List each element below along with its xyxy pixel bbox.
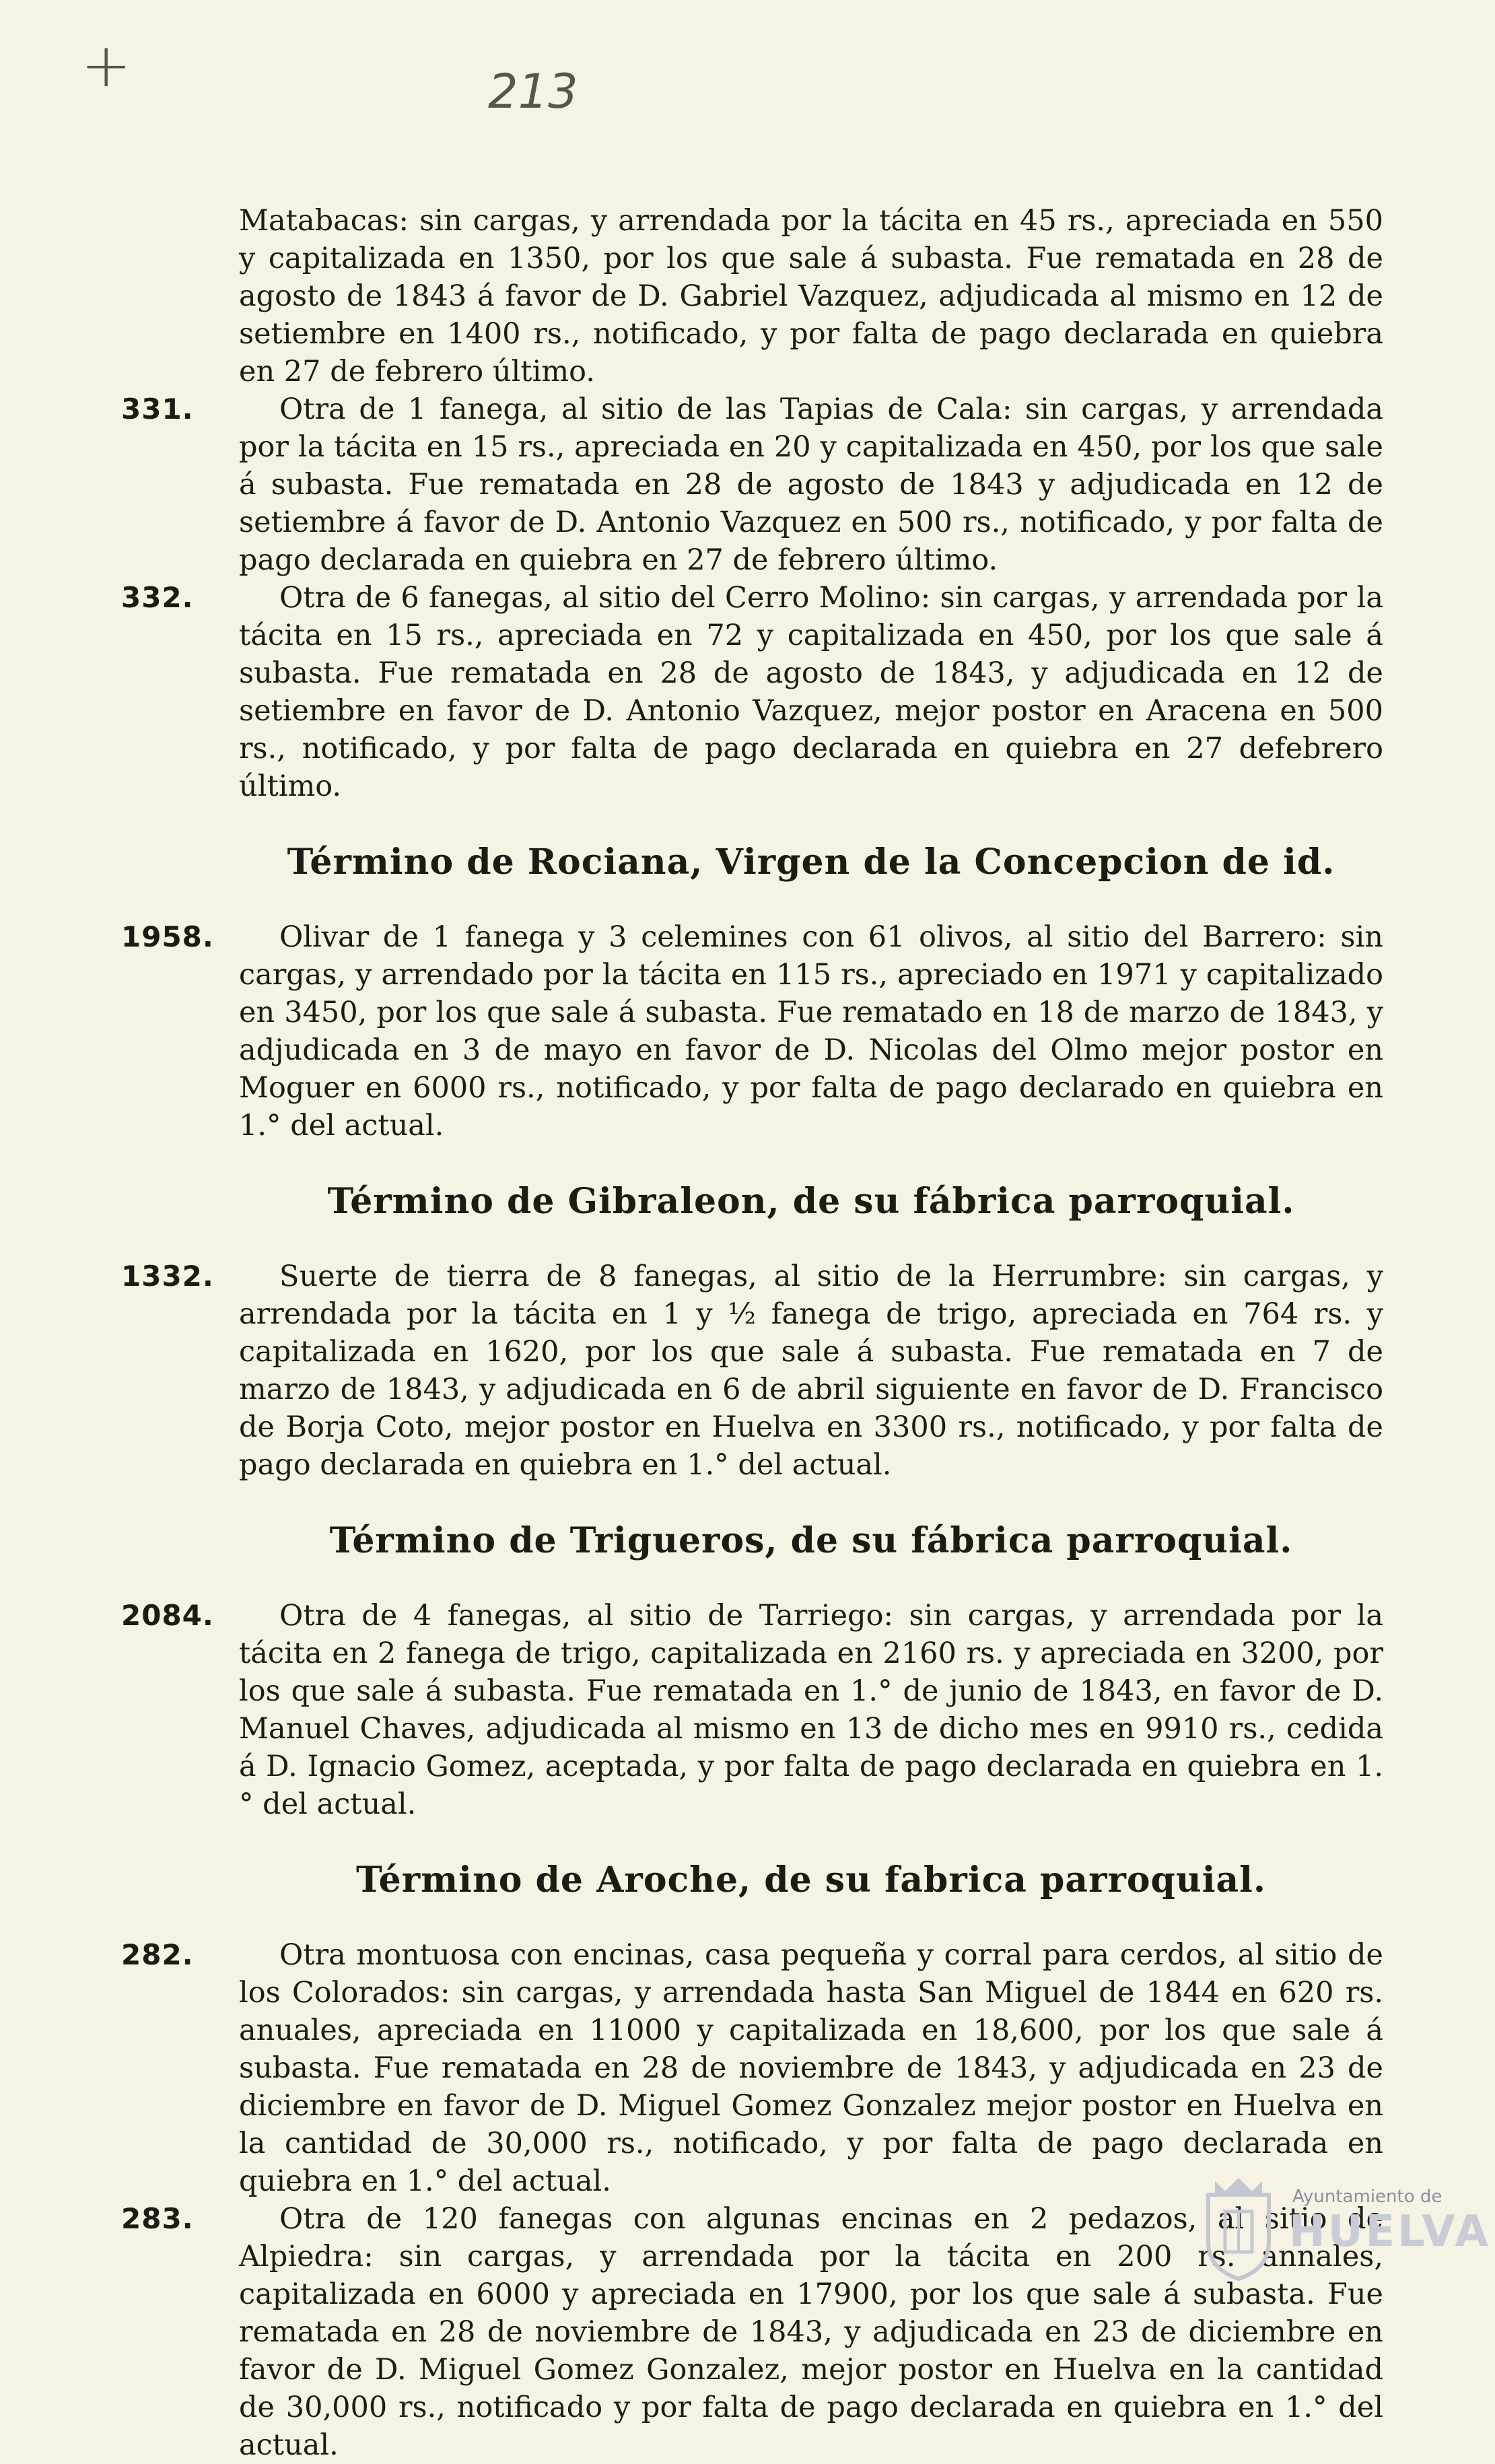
entry-text: Suerte de tierra de 8 fanegas, al sitio de la Herrumbre: sin cargas, y arrendada por la tácita en 1 y ½ fanega de trigo, apreciada en 764 rs. y capitalizada en 1620, por los que sale á subasta. Fue rematada en 7 de marzo de 1843, y adjudicada en 6 de abril siguiente en favor de D. Francisco de Borja Coto, mejor postor en Huelva en 3300 rs., notificado, y por falta de pago declarada en quiebra en 1.° del actual. [239,1260,1383,1482]
section-heading-trigueros: Término de Trigueros, de su fábrica parroquial. [329,1520,1293,1561]
entry-text: Otra de 120 fanegas con algunas encinas en 2 pedazos, al sitio de Alpiedra: sin cargas, y arrendada por la tácita en 200 rs. annales, capitalizada en 6000 y apreciada en 17900, por los que sale á subasta. Fue rematada en 28 de noviembre de 1843, y adjudicada en 23 de diciembre en favor de D. Miguel Gomez Gonzalez, mejor postor en Huelva en la cantidad de 30,000 rs., notificado y por falta de pago declarada en quiebra en 1.° del actual. [239,2202,1383,2462]
logo-caption: Ayuntamiento de [1292,2187,1442,2207]
entry-1958 [121,918,1383,1144]
entry-number: 2084. [121,1599,214,1632]
entry-text: Otra de 1 fanega, al sitio de las Tapias de Cala: sin cargas, y arrendada por la tácita en 15 rs., apreciada en 20 y capitalizada en 450, por los que sale á subasta. Fue rematada en 28 de agosto de 1843 y adjudicada en 12 de setiembre á favor de D. Antonio Vazquez en 500 rs., notificado, y por falta de pago declarada en quiebra en 27 de febrero último. [239,392,1383,577]
document-body [121,202,1383,2464]
huelva-watermark-logo [1195,2168,1491,2282]
entry-282 [121,1936,1383,2200]
handwritten-page-number: 213 [488,64,578,119]
entry-number: 1958. [121,920,214,953]
entry-331 [121,390,1383,579]
entry-number: 331. [121,392,194,425]
section-heading-aroche: Término de Aroche, de su fabrica parroquial. [355,1859,1267,1901]
entry-number: 332. [121,581,194,614]
entry-1332 [121,1258,1383,1484]
entry-text: Otra montuosa con encinas, casa pequeña y corral para cerdos, al sitio de los Colorados: sin cargas, y arrendada hasta San Miguel de 1844 en 620 rs. anuales, apreciada en 11000 y capitalizada en 18,600, por los que sale á subasta. Fue rematada en 28 de noviembre de 1843, y adjudicada en 23 de diciembre en favor de D. Miguel Gomez Gonzalez mejor postor en Huelva en la cantidad de 30,000 rs., notificado, y por falta de pago declarada en quiebra en 1.° del actual. [239,1938,1383,2198]
entry-text: Matabacas: sin cargas, y arrendada por la tácita en 45 rs., apreciada en 550 y capitalizada en 1350, por los que sale á subasta. Fue rematada en 28 de agosto de 1843 á favor de D. Gabriel Vazquez, adjudicada al mismo en 12 de setiembre en 1400 rs., notificado, y por falta de pago declarada en quiebra en 27 de febrero último. [239,204,1383,388]
section-heading-rociana: Término de Rociana, Virgen de la Concepcion de id. [287,842,1335,883]
entry-number: 1332. [121,1260,214,1293]
crest-icon [1195,2168,1282,2282]
section-heading-gibraleon: Término de Gibraleon, de su fábrica parroquial. [327,1181,1295,1222]
logo-wordmark: HUELVA [1289,2207,1491,2257]
entry-text: Otra de 4 fanegas, al sitio de Tarriego: sin cargas, y arrendada por la tácita en 2 fanega de trigo, capitalizada en 2160 rs. y apreciada en 3200, por los que sale á subasta. Fue rematada en 1.° de junio de 1843, en favor de D. Manuel Chaves, adjudicada al mismo en 13 de dicho mes en 9910 rs., cedida á D. Ignacio Gomez, aceptada, y por falta de pago declarada en quiebra en 1.° del actual. [239,1599,1383,1821]
handwritten-mark: + [81,30,132,101]
entry-text: Otra de 6 fanegas, al sitio del Cerro Molino: sin cargas, y arrendada por la tácita en 15 rs., apreciada en 72 y capitalizada en 450, por los que sale á subasta. Fue rematada en 28 de agosto de 1843, y adjudicada en 12 de setiembre en favor de D. Antonio Vazquez, mejor postor en Aracena en 500 rs., notificado, y por falta de pago declarada en quiebra en 27 defebrero último. [239,581,1383,803]
entry-number: 283. [121,2202,194,2235]
entry-332 [121,579,1383,805]
entry-continuation [239,202,1383,390]
entry-2084 [121,1597,1383,1823]
entry-text: Olivar de 1 fanega y 3 celemines con 61 olivos, al sitio del Barrero: sin cargas, y arrendado por la tácita en 115 rs., apreciado en 1971 y capitalizado en 3450, por los que sale á subasta. Fue rematado en 18 de marzo de 1843, y adjudicada en 3 de mayo en favor de D. Nicolas del Olmo mejor postor en Moguer en 6000 rs., notificado, y por falta de pago declarado en quiebra en 1.° del actual. [239,920,1383,1142]
entry-number: 282. [121,1938,194,1971]
